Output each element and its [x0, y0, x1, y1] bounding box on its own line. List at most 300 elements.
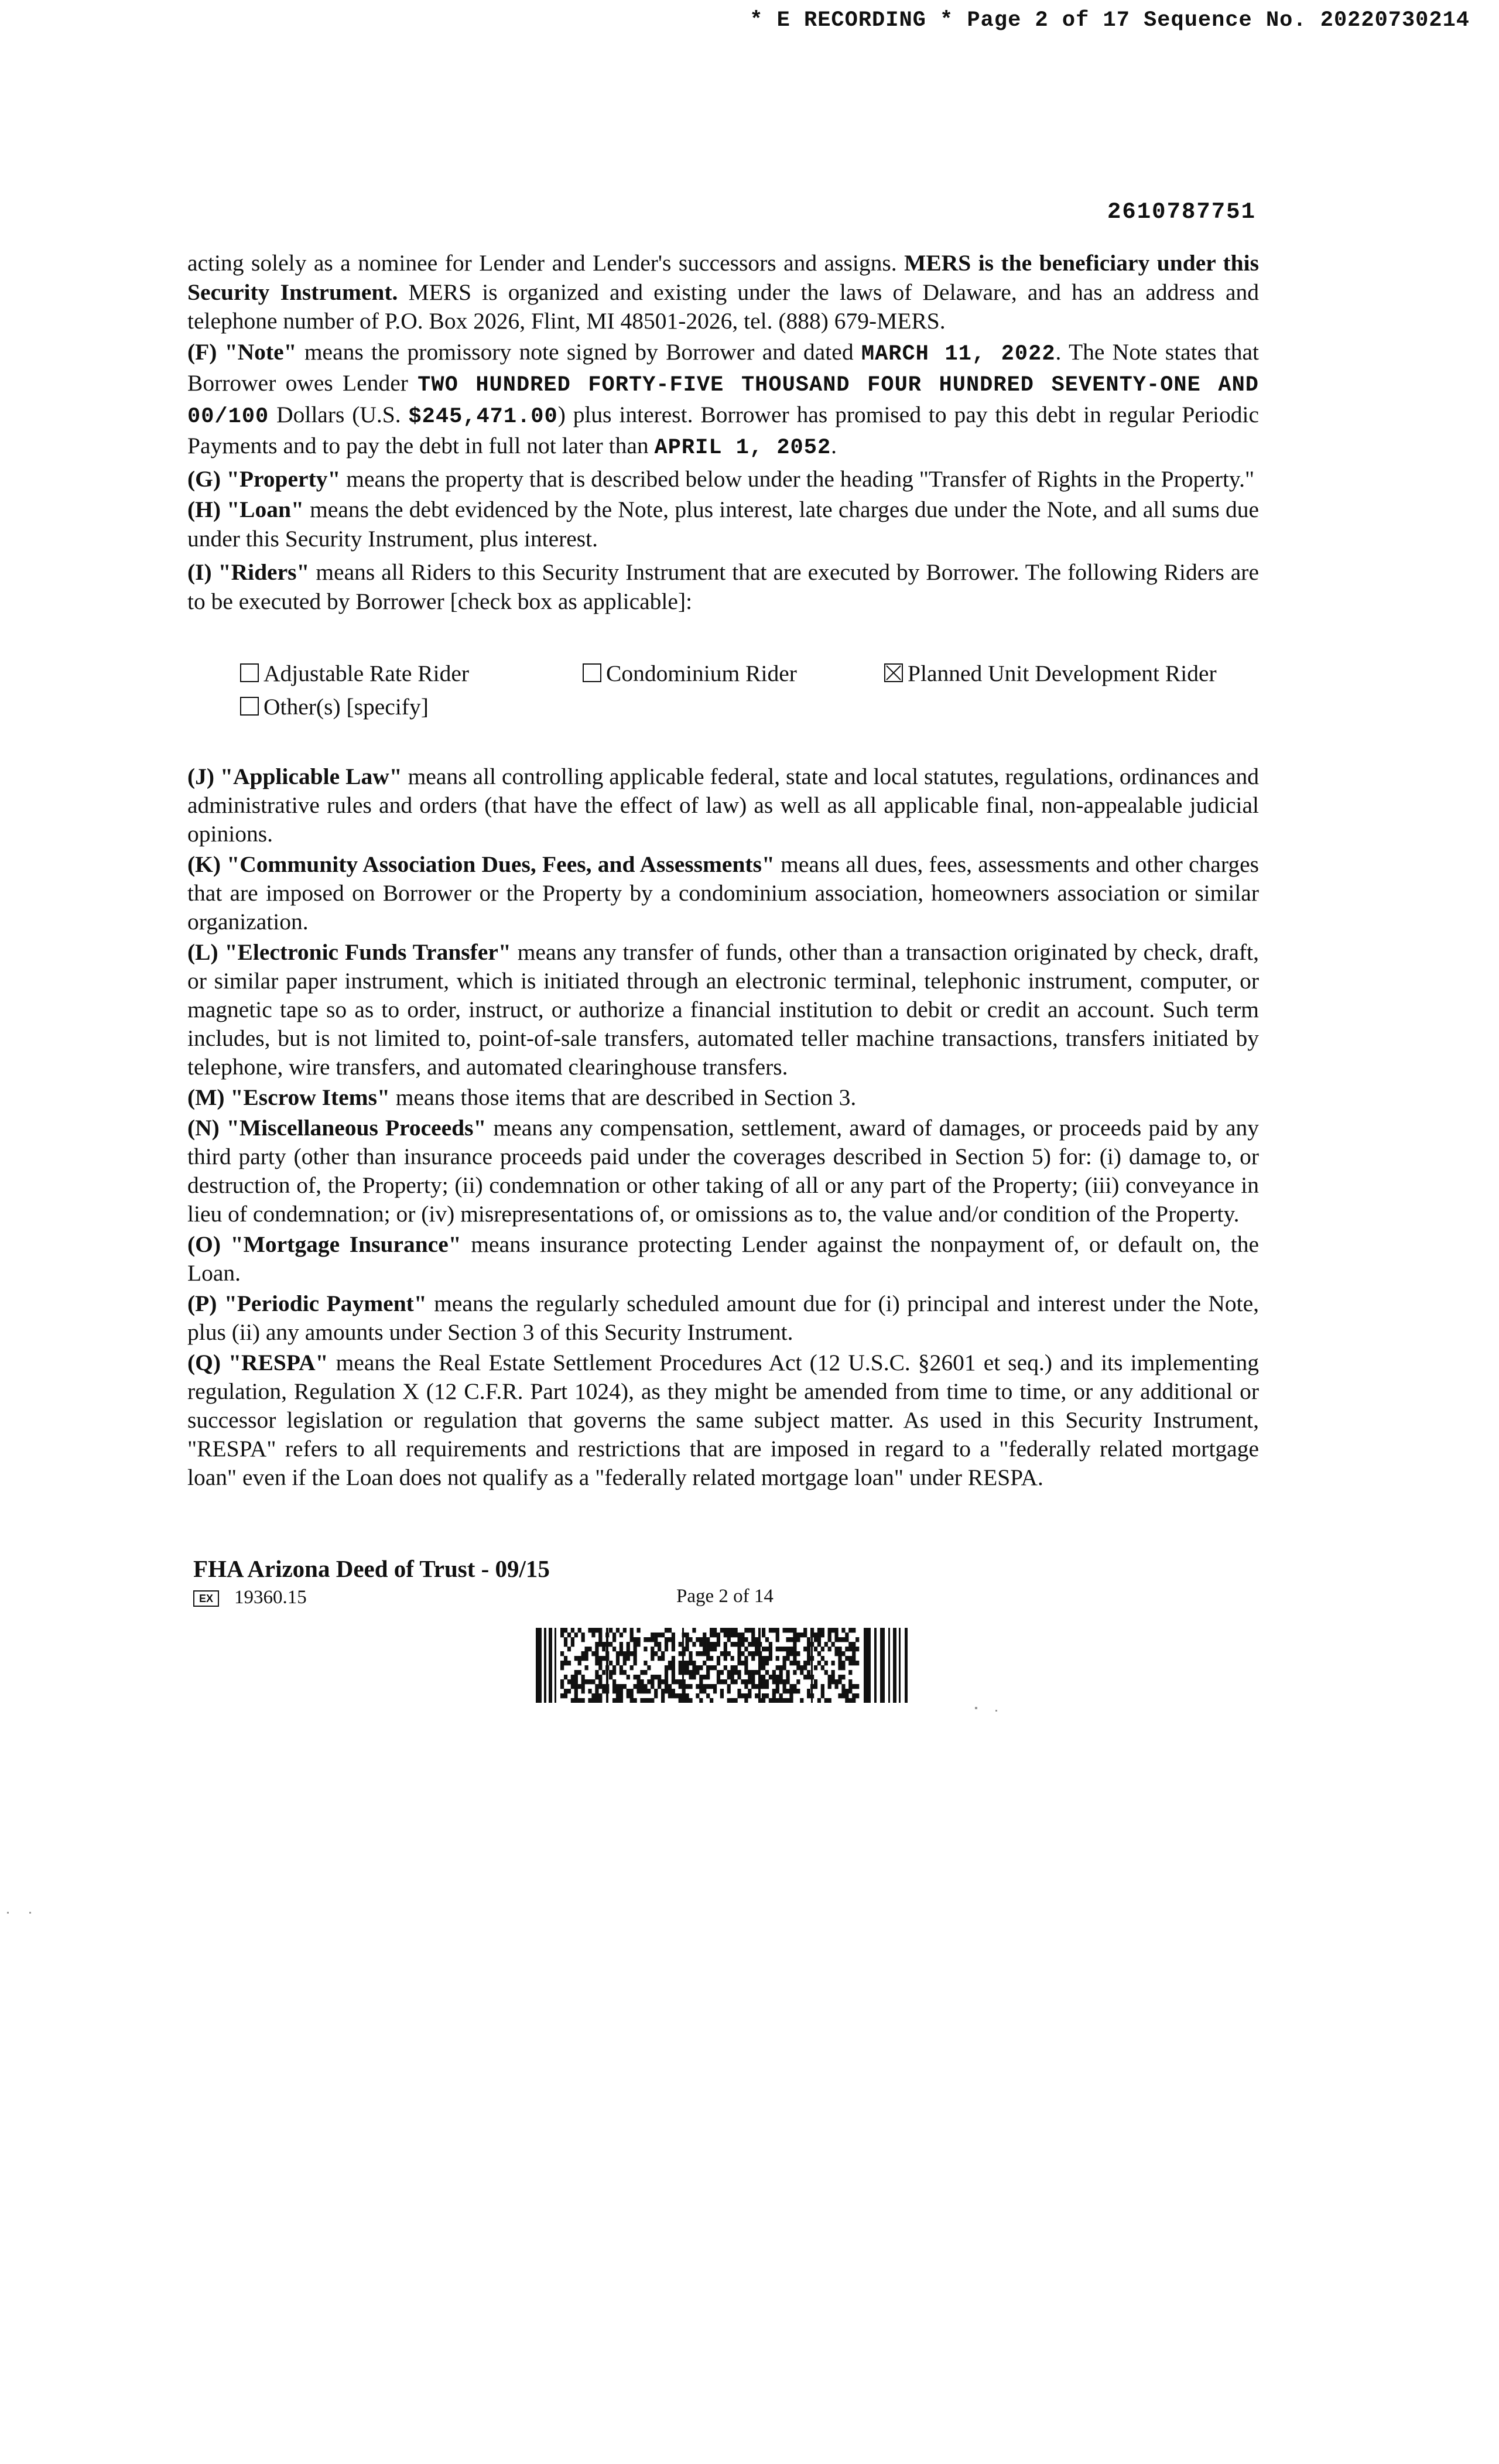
- rider-condominium[interactable]: [583, 658, 797, 689]
- barcode-module: [807, 1689, 810, 1693]
- barcode-module: [769, 1675, 772, 1679]
- barcode-module: [838, 1651, 841, 1656]
- barcode-module: [731, 1633, 734, 1637]
- barcode-module: [616, 1684, 620, 1689]
- barcode-module: [834, 1679, 838, 1684]
- barcode-module: [609, 1628, 612, 1633]
- barcode-module: [699, 1665, 703, 1670]
- barcode-module: [769, 1642, 772, 1647]
- barcode-module: [762, 1633, 765, 1637]
- barcode-module: [578, 1661, 581, 1665]
- barcode-module: [828, 1675, 831, 1679]
- barcode-module: [831, 1628, 835, 1633]
- barcode-module: [831, 1679, 835, 1684]
- barcode-module: [564, 1693, 567, 1698]
- barcode-module: [737, 1651, 741, 1656]
- barcode-module: [685, 1633, 689, 1637]
- barcode-module: [571, 1642, 574, 1647]
- barcode-module: [713, 1647, 717, 1651]
- barcode-module: [751, 1637, 755, 1642]
- barcode-module: [644, 1684, 647, 1689]
- barcode-module: [717, 1656, 720, 1661]
- rider-planned-unit-development[interactable]: [884, 658, 1217, 689]
- barcode-module: [616, 1661, 620, 1665]
- barcode-module: [755, 1637, 758, 1642]
- barcode-module: [731, 1679, 734, 1684]
- barcode-module: [793, 1651, 796, 1656]
- barcode-module: [634, 1647, 637, 1651]
- barcode-module: [620, 1665, 623, 1670]
- barcode-module: [679, 1693, 682, 1698]
- barcode-module: [751, 1684, 755, 1689]
- recording-stamp: * E RECORDING * Page 2 of 17 Sequence No. 20220730214: [750, 8, 1470, 33]
- barcode-module: [636, 1628, 640, 1633]
- barcode-module: [783, 1661, 786, 1665]
- barcode-module: [685, 1670, 689, 1675]
- barcode-module: [793, 1670, 796, 1675]
- note-amount-words: TWO HUNDRED FORTY-FIVE THOUSAND FOUR HUNDRED SEVENTY-ONE AND 00/100: [187, 373, 1260, 429]
- barcode-module: [762, 1693, 765, 1698]
- barcode-module: [665, 1665, 668, 1670]
- barcode-module: [644, 1637, 647, 1642]
- barcode-module: [741, 1693, 744, 1698]
- barcode-module: [571, 1684, 574, 1689]
- barcode-module: [789, 1651, 793, 1656]
- definition-text: means the property that is described below under the heading "Transfer of Rights in the Property.": [340, 466, 1255, 492]
- barcode-module: [838, 1679, 841, 1684]
- barcode-module: [831, 1675, 835, 1679]
- definition-text: .: [831, 433, 837, 458]
- barcode-module: [598, 1642, 602, 1647]
- barcode-module: [744, 1661, 748, 1665]
- barcode-module: [848, 1684, 852, 1689]
- barcode-module: [831, 1670, 835, 1675]
- barcode-module: [855, 1684, 859, 1689]
- barcode-module: [672, 1693, 675, 1698]
- barcode-module: [755, 1670, 758, 1675]
- barcode-module: [727, 1689, 731, 1693]
- barcode-module: [564, 1661, 567, 1665]
- definition-label: (H) "Loan": [187, 497, 304, 522]
- definition-label: (I) "Riders": [187, 559, 310, 585]
- checkbox-checked-icon[interactable]: [884, 663, 903, 682]
- barcode-module: [821, 1665, 824, 1670]
- barcode-module: [651, 1637, 654, 1642]
- barcode-module: [647, 1679, 651, 1684]
- barcode-module: [744, 1656, 748, 1661]
- barcode-module: [591, 1679, 595, 1684]
- barcode-module: [848, 1661, 852, 1665]
- barcode-module: [616, 1628, 620, 1633]
- barcode-module: [845, 1693, 848, 1698]
- barcode-module: [654, 1633, 658, 1637]
- barcode-module: [821, 1656, 824, 1661]
- barcode-module: [647, 1665, 651, 1670]
- barcode-module: [769, 1628, 772, 1633]
- barcode-module: [689, 1675, 692, 1679]
- definition-label: (M) "Escrow Items": [187, 1084, 390, 1110]
- maturity-date: APRIL 1, 2052: [654, 436, 831, 460]
- barcode-module: [727, 1637, 731, 1642]
- barcode-module: [838, 1637, 841, 1642]
- barcode-module: [703, 1642, 706, 1647]
- barcode-module: [591, 1633, 595, 1637]
- checkbox-icon[interactable]: [583, 663, 601, 682]
- rider-other[interactable]: [240, 692, 429, 722]
- barcode-module: [710, 1633, 713, 1637]
- barcode-module: [581, 1656, 585, 1661]
- barcode-module: [786, 1679, 789, 1684]
- barcode-module: [737, 1642, 741, 1647]
- barcode-module: [627, 1647, 630, 1651]
- barcode-module: [644, 1661, 647, 1665]
- barcode-module: [720, 1693, 724, 1698]
- barcode-module: [772, 1628, 776, 1633]
- barcode-module: [620, 1651, 623, 1656]
- barcode-module: [727, 1698, 731, 1703]
- barcode-module: [776, 1637, 779, 1642]
- barcode-module: [786, 1698, 789, 1703]
- barcode-module: [741, 1679, 744, 1684]
- barcode-module: [796, 1633, 800, 1637]
- barcode-module: [627, 1693, 630, 1698]
- barcode-module: [696, 1651, 699, 1656]
- barcode-module: [574, 1656, 578, 1661]
- barcode-module: [776, 1647, 779, 1651]
- barcode-module: [571, 1628, 574, 1633]
- barcode-module: [814, 1637, 817, 1642]
- barcode-module: [560, 1628, 564, 1633]
- barcode-module: [776, 1684, 779, 1689]
- barcode-module: [834, 1647, 838, 1651]
- definition-label: (F) "Note": [187, 338, 297, 365]
- barcode-module: [685, 1698, 689, 1703]
- barcode-module: [634, 1651, 637, 1656]
- barcode-module: [814, 1633, 817, 1637]
- barcode-module: [699, 1698, 703, 1703]
- barcode-module: [679, 1670, 682, 1675]
- barcode-module: [651, 1647, 654, 1651]
- barcode-module: [668, 1661, 672, 1665]
- barcode-module: [796, 1651, 800, 1656]
- barcode-module: [905, 1628, 908, 1703]
- barcode-module: [807, 1693, 810, 1698]
- barcode-module: [800, 1665, 803, 1670]
- barcode-module: [724, 1656, 727, 1661]
- barcode-module: [620, 1647, 623, 1651]
- barcode-module: [789, 1689, 793, 1693]
- barcode-module: [692, 1665, 696, 1670]
- barcode-module: [571, 1698, 574, 1703]
- barcode-module: [796, 1689, 800, 1693]
- barcode-module: [741, 1633, 744, 1637]
- barcode-module: [651, 1684, 654, 1689]
- barcode-module: [699, 1637, 703, 1642]
- definition-label: (L) "Electronic Funds Transfer": [187, 939, 511, 965]
- barcode-module: [595, 1656, 598, 1661]
- barcode-module: [845, 1647, 848, 1651]
- barcode-module: [564, 1628, 567, 1633]
- checkbox-icon[interactable]: [240, 697, 259, 716]
- barcode-module: [598, 1675, 602, 1679]
- barcode-module: [789, 1628, 793, 1633]
- barcode-module: [658, 1633, 661, 1637]
- barcode-module: [817, 1633, 821, 1637]
- barcode-module: [828, 1684, 831, 1689]
- definition-text: means the Real Estate Settlement Procedures Act (12 U.S.C. §2601 et seq.) and its implementing regulation, Regulation X (12 C.F.R. Part 1024), as they might be amended from time to time, or any additional or successor legislation or regulation that governs the same subject matter. As used in this Security Instrument, "RESPA" refers to all requirements and restrictions that are imposed in regard to a "federally related mortgage loan" even if the Loan does not qualify as a "federally related mortgage loan" under RESPA.: [187, 1350, 1260, 1490]
- barcode-module: [555, 1628, 556, 1703]
- barcode-module: [595, 1698, 598, 1703]
- barcode-module: [658, 1647, 661, 1651]
- barcode-module: [672, 1675, 675, 1679]
- barcode-module: [560, 1679, 564, 1684]
- barcode-module: [713, 1628, 717, 1633]
- barcode-module: [672, 1633, 675, 1637]
- barcode-module: [772, 1675, 776, 1679]
- barcode-module: [661, 1679, 665, 1684]
- definition-text: means all Riders to this Security Instrument that are executed by Borrower. The following Riders are to be executed by Borrower [check box as applicable]:: [187, 559, 1259, 614]
- barcode-module: [668, 1665, 672, 1670]
- barcode-module: [602, 1689, 605, 1693]
- barcode-module: [748, 1679, 751, 1684]
- barcode-module: [845, 1637, 848, 1642]
- definition-applicable-law: [187, 762, 1259, 848]
- barcode-module: [776, 1698, 779, 1703]
- definition-text: means any compensation, settlement, award of damages, or proceeds paid by any third party (other than insurance proceeds paid under the coverages described in Section 5) for: (i) damage to, or destruction of, the Property; (ii) condemnation or other taking of all or any part of the Property; (iii) conveyance in lieu of condemnation; or (iv) misrepresentations of, or omissions as to, the value and/or condition of the Property.: [187, 1115, 1259, 1227]
- barcode-module: [665, 1647, 668, 1651]
- barcode-module: [588, 1698, 591, 1703]
- barcode-module: [744, 1670, 748, 1675]
- barcode-module: [717, 1661, 720, 1665]
- barcode-module: [765, 1637, 769, 1642]
- barcode-module: [672, 1656, 675, 1661]
- definition-escrow-items: [187, 1083, 1259, 1112]
- barcode-module: [855, 1693, 859, 1698]
- barcode-module: [612, 1679, 616, 1684]
- barcode-module: [581, 1684, 585, 1689]
- barcode-module: [838, 1675, 841, 1679]
- barcode-module: [692, 1661, 696, 1665]
- barcode-module: [616, 1656, 620, 1661]
- barcode-module: [793, 1633, 796, 1637]
- barcode-module: [841, 1651, 845, 1656]
- barcode-module: [560, 1651, 564, 1656]
- barcode-module: [845, 1633, 848, 1637]
- barcode-module: [811, 1628, 813, 1703]
- barcode-module: [758, 1628, 761, 1703]
- barcode-module: [789, 1661, 793, 1665]
- barcode-module: [658, 1679, 661, 1684]
- barcode-module: [692, 1642, 696, 1647]
- barcode-module: [899, 1628, 901, 1703]
- barcode-module: [796, 1637, 800, 1642]
- barcode-module: [772, 1670, 776, 1675]
- barcode-module: [855, 1637, 859, 1642]
- barcode-module: [627, 1656, 630, 1661]
- barcode-module: [598, 1684, 602, 1689]
- barcode-module: [696, 1693, 699, 1698]
- barcode-module: [737, 1647, 741, 1651]
- barcode-module: [828, 1637, 831, 1642]
- barcode-module: [803, 1661, 807, 1665]
- barcode-module: [848, 1647, 852, 1651]
- barcode-module: [724, 1665, 727, 1670]
- barcode-module: [703, 1637, 706, 1642]
- barcode-module: [574, 1670, 578, 1675]
- barcode-module: [737, 1633, 741, 1637]
- barcode-module: [602, 1670, 605, 1675]
- barcode-module: [824, 1670, 828, 1675]
- barcode-module: [620, 1684, 623, 1689]
- barcode-module: [848, 1679, 852, 1684]
- barcode-module: [731, 1642, 734, 1647]
- barcode-module: [644, 1647, 647, 1651]
- barcode-module: [706, 1651, 710, 1656]
- barcode-module: [852, 1642, 855, 1647]
- barcode-module: [737, 1670, 741, 1675]
- barcode-module: [727, 1675, 731, 1679]
- barcode-module: [838, 1665, 841, 1670]
- barcode-module: [737, 1637, 741, 1642]
- barcode-module: [634, 1637, 637, 1642]
- barcode-module: [591, 1698, 595, 1703]
- checkbox-icon[interactable]: [240, 663, 259, 682]
- barcode-module: [578, 1656, 581, 1661]
- barcode-module: [710, 1642, 713, 1647]
- barcode-module: [731, 1656, 734, 1661]
- barcode-module: [800, 1698, 803, 1703]
- barcode-module: [672, 1642, 675, 1647]
- barcode-module: [821, 1633, 824, 1637]
- rider-adjustable-rate[interactable]: [240, 658, 469, 689]
- barcode-module: [630, 1689, 634, 1693]
- barcode-module: [838, 1661, 841, 1665]
- barcode-module: [727, 1684, 731, 1689]
- barcode-module: [779, 1693, 783, 1698]
- barcode-module: [776, 1656, 779, 1661]
- barcode-module: [838, 1693, 841, 1698]
- barcode-module: [640, 1679, 644, 1684]
- barcode-module: [848, 1698, 852, 1703]
- barcode-module: [696, 1670, 699, 1675]
- barcode-module: [595, 1661, 598, 1665]
- barcode-module: [834, 1637, 838, 1642]
- barcode-module: [828, 1698, 831, 1703]
- barcode-module: [636, 1637, 640, 1642]
- barcode-module: [634, 1642, 637, 1647]
- barcode-module: [672, 1647, 675, 1651]
- scan-speck: [995, 1710, 997, 1712]
- barcode-module: [636, 1675, 640, 1679]
- barcode-module: [772, 1698, 776, 1703]
- barcode-module: [852, 1684, 855, 1689]
- barcode-module: [692, 1628, 696, 1633]
- barcode-module: [685, 1665, 689, 1670]
- barcode-module: [821, 1647, 824, 1651]
- barcode-module: [727, 1651, 731, 1656]
- barcode-module: [668, 1684, 672, 1689]
- barcode-module: [606, 1628, 608, 1703]
- barcode-module: [679, 1698, 682, 1703]
- barcode-module: [710, 1684, 713, 1689]
- definition-periodic-payment: [187, 1289, 1259, 1347]
- barcode-module: [567, 1689, 571, 1693]
- mers-paragraph: [187, 249, 1259, 336]
- barcode-module: [793, 1661, 796, 1665]
- barcode-module: [703, 1675, 706, 1679]
- barcode-module: [706, 1675, 710, 1679]
- barcode-module: [803, 1633, 807, 1637]
- barcode-module: [734, 1679, 738, 1684]
- barcode-module: [595, 1642, 598, 1647]
- definition-text: means the debt evidenced by the Note, plus interest, late charges due under the Note, and all sums due under this Security Instrument, plus interest.: [187, 497, 1259, 552]
- barcode-module: [571, 1637, 574, 1642]
- barcode-module: [817, 1651, 821, 1656]
- definition-label: (P) "Periodic Payment": [187, 1291, 427, 1316]
- barcode-module: [644, 1698, 647, 1703]
- barcode-module: [703, 1651, 706, 1656]
- definition-loan: [187, 495, 1259, 553]
- barcode-module: [814, 1684, 817, 1689]
- barcode-module: [571, 1675, 574, 1679]
- barcode-module: [564, 1656, 567, 1661]
- barcode-module: [834, 1684, 838, 1689]
- barcode-module: [755, 1693, 758, 1698]
- barcode-module: [783, 1656, 786, 1661]
- barcode-module: [627, 1651, 630, 1656]
- barcode-module: [852, 1651, 855, 1656]
- barcode-module: [838, 1656, 841, 1661]
- barcode-module: [644, 1689, 647, 1693]
- barcode-module: [765, 1647, 769, 1651]
- barcode-module: [731, 1665, 734, 1670]
- definition-label: (N) "Miscellaneous Proceeds": [187, 1115, 487, 1141]
- barcode-module: [755, 1684, 758, 1689]
- barcode-module: [734, 1628, 738, 1633]
- barcode-module: [679, 1651, 682, 1656]
- definition-text: means the regularly scheduled amount due for (i) principal and interest under the Note, plus (ii) any amounts under Section 3 of this Security Instrument.: [187, 1291, 1259, 1345]
- barcode-module: [665, 1675, 668, 1679]
- barcode-module: [692, 1675, 696, 1679]
- barcode-module: [623, 1684, 627, 1689]
- intro-text-continued: MERS is organized and existing under the laws of Delaware, and has an address and telephone number of P.O. Box 2026, Flint, MI 48501-2026, tel. (888) 679-MERS.: [187, 279, 1259, 334]
- barcode-icon: [536, 1628, 916, 1703]
- barcode-module: [679, 1665, 682, 1670]
- rider-label: Condominium Rider: [606, 661, 797, 686]
- barcode-module: [620, 1642, 623, 1647]
- barcode-module: [786, 1675, 789, 1679]
- barcode-module: [724, 1628, 727, 1633]
- barcode-module: [789, 1684, 793, 1689]
- definition-label: (G) "Property": [187, 466, 341, 492]
- barcode-module: [848, 1670, 852, 1675]
- barcode-module: [737, 1689, 741, 1693]
- barcode-module: [751, 1628, 755, 1633]
- barcode-module: [620, 1689, 623, 1693]
- barcode-module: [796, 1665, 800, 1670]
- barcode-module: [783, 1665, 786, 1670]
- barcode-module: [581, 1637, 585, 1642]
- barcode-module: [893, 1628, 896, 1703]
- barcode-module: [679, 1684, 682, 1689]
- barcode-module: [598, 1693, 602, 1698]
- form-logo-icon: EX: [193, 1590, 219, 1607]
- scan-speck: [975, 1707, 977, 1709]
- barcode-module: [581, 1633, 585, 1637]
- barcode-module: [807, 1670, 810, 1675]
- barcode-module: [560, 1684, 564, 1689]
- barcode-module: [658, 1675, 661, 1679]
